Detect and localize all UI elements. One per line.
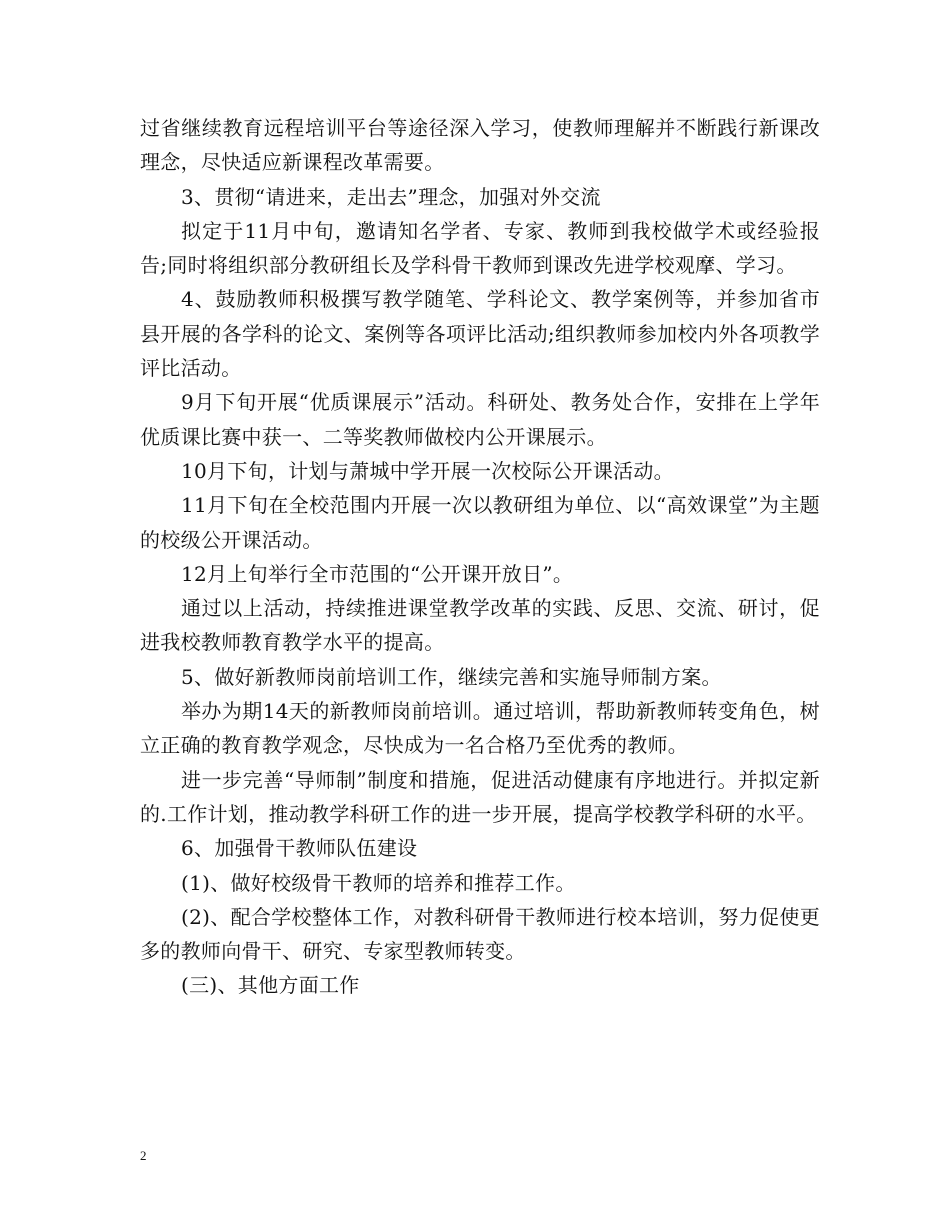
paragraph: 12月上旬举行全市范围的“公开课开放日”。	[181, 561, 574, 586]
paragraph: 9月下旬开展“优质课展示”活动。科研处、教务处合作，安排在上学年优质课比赛中获一、二等奖教师做校内公开课展示。	[140, 390, 820, 449]
section-heading: 6、加强骨干教师队伍建设	[181, 836, 418, 861]
section-heading: 4、鼓励教师积极撰写教学随笔、学科论文、教学案例等，并参加省市县开展的各学科的论文、案例等各项评比活动;组织教师参加校内外各项教学评比活动。	[140, 287, 820, 381]
document-body	[140, 111, 820, 1003]
list-item: (2)、配合学校整体工作，对教科研骨干教师进行校本培训，努力促使更多的教师向骨干、研究、专家型教师转变。	[140, 904, 820, 964]
paragraph: 进一步完善“导师制”制度和措施，促进活动健康有序地进行。并拟定新的.工作计划，推动教学科研工作的进一步开展，提高学校教学科研的水平。	[140, 767, 820, 826]
list-item: (1)、做好校级骨干教师的培养和推荐工作。	[181, 870, 576, 895]
page-number: 2	[140, 1148, 147, 1163]
paragraph: 拟定于11月中旬，邀请知名学者、专家、教师到我校做学术或经验报告;同时将组织部分教研组长及学科骨干教师到课改先进学校观摩、学习。	[140, 218, 820, 278]
section-heading: (三)、其他方面工作	[181, 973, 360, 998]
section-heading: 5、做好新教师岗前培训工作，继续完善和实施导师制方案。	[181, 664, 722, 689]
paragraph: 举办为期14天的新教师岗前培训。通过培训，帮助新教师转变角色，树立正确的教育教学观念，尽快成为一名合格乃至优秀的教师。	[140, 699, 820, 758]
paragraph: 11月下旬在全校范围内开展一次以教研组为单位、以“高效课堂”为主题的校级公开课活动。	[140, 493, 820, 552]
paragraph: 10月下旬，计划与萧城中学开展一次校际公开课活动。	[181, 458, 674, 483]
paragraph: 过省继续教育远程培训平台等途径深入学习，使教师理解并不断践行新课改理念，尽快适应新课程改革需要。	[140, 116, 820, 175]
paragraph: 通过以上活动，持续推进课堂教学改革的实践、反思、交流、研讨，促进我校教师教育教学水平的提高。	[140, 596, 820, 655]
section-heading: 3、贯彻“请进来，走出去”理念，加强对外交流	[181, 184, 601, 209]
